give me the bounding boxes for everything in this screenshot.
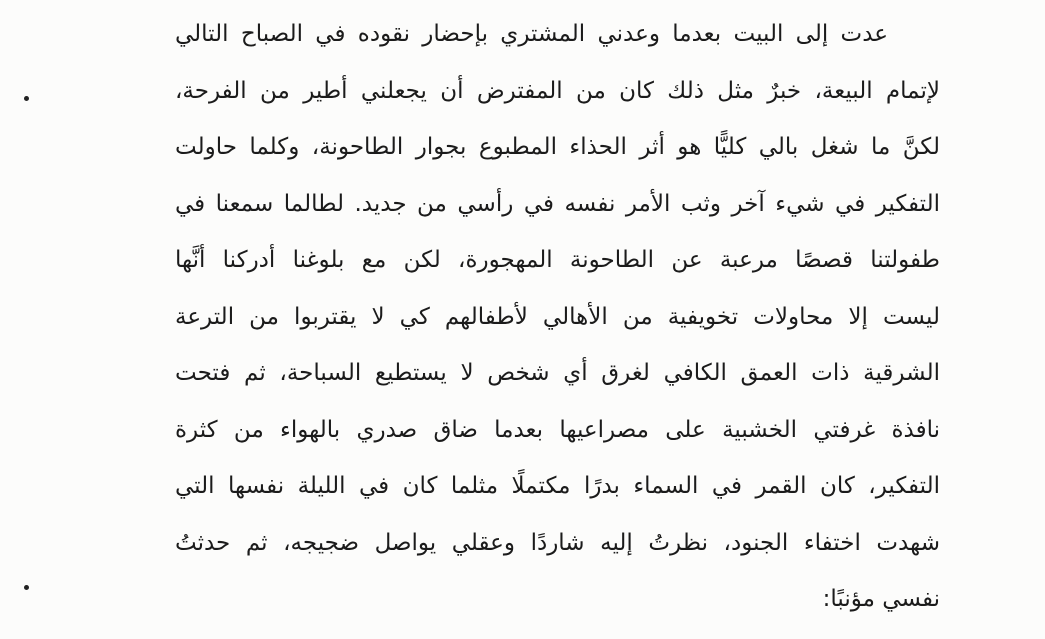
text-line: ليست إلا محاولات تخويفية من الأهالي لأطفالهم كي لا يقتربوا من الترعة [175,303,940,330]
text-line: التفكير في شيء آخر وثب الأمر نفسه في رأسي من جديد. لطالما سمعنا في [175,190,940,217]
text-line: طفولتنا قصصًا مرعبة عن الطاحونة المهجورة، لكن مع بلوغنا أدركنا أنَّها [175,247,940,273]
text-line: لإتمام البيعة، خبرٌ مثل ذلك كان من المفترض أن يجعلني أطير من الفرحة، [175,77,940,104]
text-line: نفسي مؤنبًا: [822,586,940,612]
text-line: التفكير، كان القمر في السماء بدرًا مكتملًا مثلما كان في الليلة نفسها التي [175,473,940,499]
text-line: لكنَّ ما شغل بالي كليًّا هو أثر الحذاء المطبوع بجوار الطاحونة، وكلما حاولت [175,134,940,160]
paragraph [175,6,940,628]
text-line: شهدت اختفاء الجنود، نظرتُ إليه شاردًا وعقلي يواصل ضجيجه، ثم حدثتُ [175,529,940,556]
text-line: الشرقية ذات العمق الكافي لغرق أي شخص لا يستطيع السباحة، ثم فتحت [175,360,940,386]
margin-dot [24,96,29,101]
text-line: عدت إلى البيت بعدما وعدني المشتري بإحضار نقوده في الصباح التالي [175,21,888,47]
margin-dot [24,585,29,590]
text-line: نافذة غرفتي الخشبية على مصراعيها بعدما ضاق صدري بالهواء من كثرة [175,416,940,443]
